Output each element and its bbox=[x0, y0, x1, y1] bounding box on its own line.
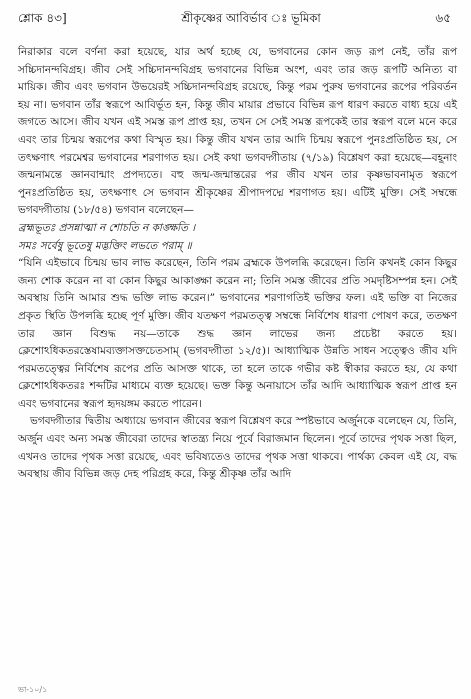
paragraph: নিরাকার বলে বর্ণনা করা হয়েছে, যার অর্থ হচ্ছে যে, ভগবানের কোন জড় রূপ নেই, তাঁর রূপ সচ্চিদানন্দবিগ্রহ। জীব সেই সচ্চিদানন্দবিগ্রহ ভগবানের বিভিন্ন অংশ, এবং তার জড় রূপটি অনিত্য বা মায়িক। জীব এবং ভগবান উভয়েরই সচ্চিদানন্দবিগ্রহ রয়েছে, কিন্তু পরম পুরুষ ভগবানের রূপের পরিবর্তন হয় না। ভগবান তাঁর স্বরূপে আবির্ভূত হন, কিন্তু জীব মায়ার প্রভাবে বিভিন্ন রূপ ধারণ করতে বাধ্য হয়ে এই জগতে আসে। জীব যখন এই সমস্ত রূপ প্রাপ্ত হয়, তখন সে সেই সমস্ত রূপকেই তার স্বরূপ বলে মনে করে এবং তার চিন্ময় স্বরূপের কথা বিস্মৃত হয়। কিন্তু জীব যখন তার আদি চিন্ময় স্বরূপে পুনঃপ্রতিষ্ঠিত হয়, সে তৎক্ষণাৎ পরমেশ্বর ভগবানের শরণাগত হয়। সেই কথা ভগবদ্গীতায় (৭/১৯) বিশ্লেষণ করা হয়েছে—বহূনাং জন্মনামন্তে জ্ঞানবান্মাং প্রপদ্যতে। বহু জন্ম-জন্মান্তরের পর জীব যখন তার কৃষ্ণভাবনামৃত স্বরূপে পুনঃপ্রতিষ্ঠিত হয়, তৎক্ষণাৎ সে ভগবান শ্রীকৃষ্ণের শ্রীপাদপদ্মে শরণাগত হয়। এটিই মুক্তি। সেই সম্বন্ধে ভগবদ্গীতায় (১৮/৫৪) ভগবান বলেছেন— bbox=[18, 46, 457, 217]
page-header bbox=[18, 10, 451, 30]
verse-line: ব্রহ্মভূতঃ প্রসন্নাত্মা ন শোচতি ন কাঙ্ক্ষতি । bbox=[18, 221, 196, 234]
verse-line: সমঃ সর্বেষু ভূতেষু মদ্ভক্তিং লভতে পরাম্ ॥ bbox=[18, 239, 192, 252]
page-footer: ভা-১০/১ bbox=[18, 685, 48, 694]
paragraph: “যিনি এইভাবে চিন্ময় ভাব লাভ করেছেন, তিনি পরম ব্রহ্মকে উপলব্ধি করেছেন। তিনি কখনই কোন কিছুর জন্য শোক করেন না বা কোন কিছুর আকাঙ্ক্ষা করেন না; তিনি সমস্ত জীবের প্রতি সমদৃষ্টিসম্পন্ন হন। সেই অবস্থায় তিনি আমার শুদ্ধ ভক্তি লাভ করেন।” ভগবানের শরণাগতিই ভক্তির ফল। এই ভক্তি বা নিজের প্রকৃত স্থিতি উপলব্ধি হচ্ছে পূর্ণ মুক্তি। জীব যতক্ষণ পরমতত্ত্ব সম্বন্ধে নির্বিশেষ ধারণা পোষণ করে, ততক্ষণ তার জ্ঞান বিশুদ্ধ নয়—তাকে শুদ্ধ জ্ঞান লাভের জন্য প্রচেষ্টা করতে হয়। ক্লেশোঽধিকতরস্তেষামব্যক্তাসক্তচেতসাম্ (ভগবদ্গীতা ১২/৫)। আধ্যাত্মিক উন্নতি সাধন সত্ত্বেও জীব যদি পরমতত্ত্বের নির্বিশেষ রূপের প্রতি আসক্ত থাকে, তা হলে তাকে গভীর কষ্ট স্বীকার করতে হয়, যে কথা ক্লেশোঽধিকতরঃ শব্দটির মাধ্যমে ব্যক্ত হয়েছে। ভক্ত কিন্তু অনায়াসে তাঁর আদি আধ্যাত্মিক স্বরূপ প্রাপ্ত হন এবং ভগবানের স্বরূপ হৃদয়ঙ্গম করতে পারেন। bbox=[18, 257, 457, 410]
paragraph: ভগবদ্গীতার দ্বিতীয় অধ্যায়ে ভগবান জীবের স্বরূপ বিশ্লেষণ করে স্পষ্টভাবে অর্জুনকে বলেছেন যে, তিনি, অর্জুন এবং অন্য সমস্ত জীবেরা তাদের স্বাতন্ত্র্য নিয়ে পূর্বে বিরাজমান ছিলেন। পূর্বে তাদের পৃথক সত্তা ছিল, এখনও তাদের পৃথক সত্তা রয়েছে, এবং ভবিষ্যতেও তাদের পৃথক সত্তা থাকবে। পার্থক্য কেবল এই যে, বদ্ধ অবস্থায় জীব বিভিন্ন জড় দেহ পরিগ্রহ করে, কিন্তু শ্রীকৃষ্ণ তাঁর আদি bbox=[18, 415, 457, 481]
header-chapter-title: শ্রীকৃষ্ণের আবির্ভাব ঃ ভূমিকা bbox=[181, 11, 321, 25]
page-body bbox=[18, 44, 457, 484]
page-number: ৬৫ bbox=[435, 11, 451, 25]
header-verse-reference: শ্লোক ৪৩] bbox=[18, 11, 67, 25]
